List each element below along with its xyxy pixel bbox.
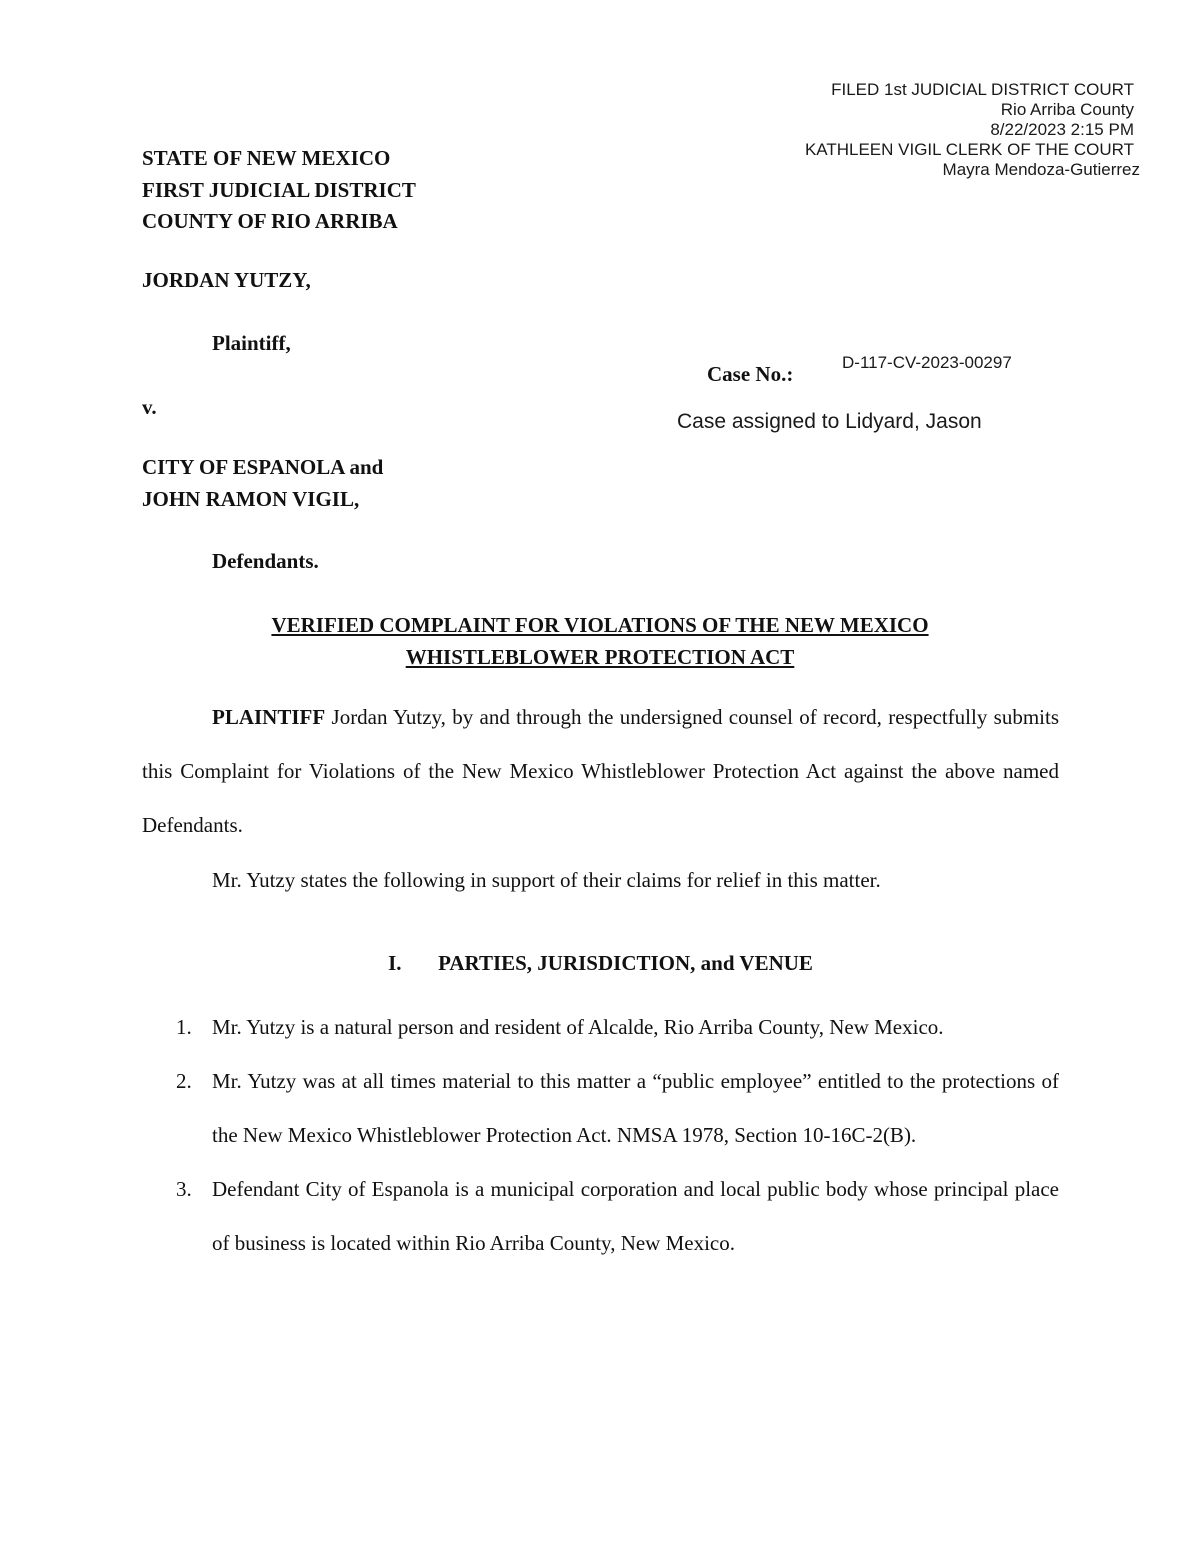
list-item-text: Mr. Yutzy is a natural person and resident of Alcalde, Rio Arriba County, New Mexico. xyxy=(212,1015,944,1039)
defendant-role: Defendants. xyxy=(212,549,319,573)
court-heading xyxy=(142,143,416,238)
intro-statement-text: Mr. Yutzy states the following in support of their claims for relief in this matter. xyxy=(212,868,881,892)
numbered-allegations xyxy=(142,1000,1059,1270)
court-state: STATE OF NEW MEXICO xyxy=(142,146,391,170)
document-title-line-2: WHISTLEBLOWER PROTECTION ACT xyxy=(405,645,795,669)
versus-label: v. xyxy=(142,395,157,419)
list-item xyxy=(142,1000,1059,1054)
intro-lead: PLAINTIFF xyxy=(212,705,326,729)
case-number-label: Case No.: xyxy=(707,362,794,386)
section-title: PARTIES, JURISDICTION, and VENUE xyxy=(438,951,813,975)
case-number: D-117-CV-2023-00297 xyxy=(842,353,1012,372)
defendant-name-2: JOHN RAMON VIGIL, xyxy=(142,487,360,511)
stamp-filed-line: FILED 1st JUDICIAL DISTRICT COURT xyxy=(831,80,1134,99)
list-item xyxy=(142,1054,1059,1162)
stamp-deputy-line: Mayra Mendoza-Gutierrez xyxy=(942,160,1140,179)
stamp-datetime-line: 8/22/2023 2:15 PM xyxy=(990,120,1134,139)
filing-stamp xyxy=(804,80,1140,180)
plaintiff-name: JORDAN YUTZY, xyxy=(142,268,311,292)
intro-text: Jordan Yutzy, by and through the undersigned counsel of record, respectfully submits this Complaint for Violations of the New Mexico Whistleblower Protection Act against the above named Defendants. xyxy=(142,705,1060,837)
list-item-text: Defendant City of Espanola is a municipal corporation and local public body whose principal place of business is located within Rio Arriba County, New Mexico. xyxy=(212,1177,1059,1255)
court-district: FIRST JUDICIAL DISTRICT xyxy=(142,177,416,202)
stamp-county-line: Rio Arriba County xyxy=(1000,100,1134,119)
defendant-name-1: CITY OF ESPANOLA and xyxy=(142,455,384,479)
document-title xyxy=(150,609,1050,673)
document-title-line-1: VERIFIED COMPLAINT FOR VIOLATIONS OF THE NEW MEXICO xyxy=(271,613,929,637)
intro-statement xyxy=(142,853,1059,907)
case-assignment: Case assigned to Lidyard, Jason xyxy=(677,410,982,433)
plaintiff-role: Plaintiff, xyxy=(212,331,291,355)
stamp-clerk-line: KATHLEEN VIGIL CLERK OF THE COURT xyxy=(804,140,1134,159)
court-county: COUNTY OF RIO ARRIBA xyxy=(142,209,398,233)
list-item xyxy=(142,1162,1059,1270)
list-item-number: 2. xyxy=(176,1069,192,1093)
section-number: I. xyxy=(388,951,402,975)
list-item-number: 1. xyxy=(176,1015,192,1039)
list-item-number: 3. xyxy=(176,1177,192,1201)
list-item-text: Mr. Yutzy was at all times material to this matter a “public employee” entitled to the protections of the New Mexico Whistleblower Protection Act. NMSA 1978, Section 10-16C-2(B). xyxy=(212,1069,1059,1147)
section-heading xyxy=(142,951,1059,976)
intro-paragraph xyxy=(142,690,1059,852)
